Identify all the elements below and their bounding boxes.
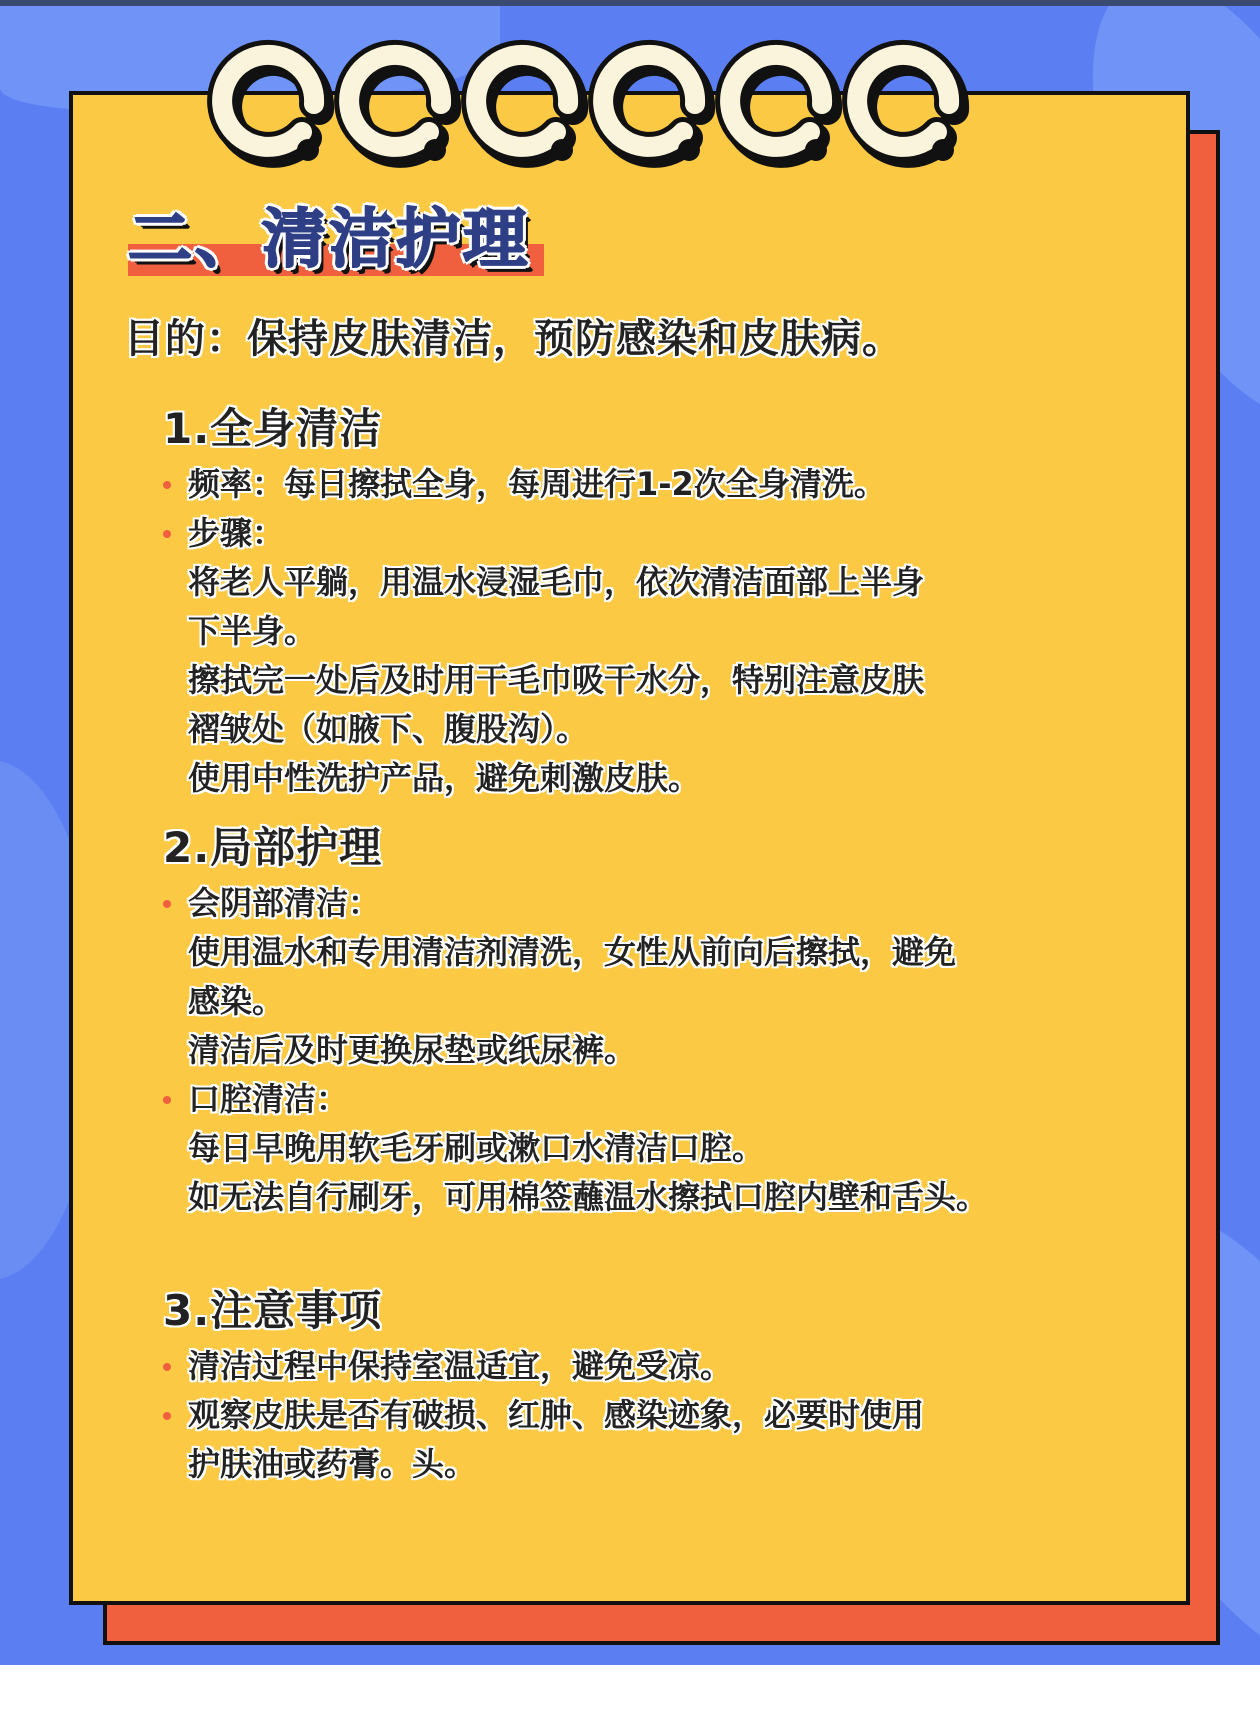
detail-line: 如无法自行刷牙，可用棉签蘸温水擦拭口腔内壁和舌头。 xyxy=(188,1178,989,1216)
section-local-care xyxy=(163,817,1163,1222)
detail-line: 将老人平躺，用温水浸湿毛巾，依次清洁面部上半身 xyxy=(188,563,925,601)
content-sections xyxy=(163,398,1163,1489)
bullet-item xyxy=(163,460,1163,509)
bullet-dot-icon xyxy=(163,530,171,538)
bullet-item xyxy=(163,509,1163,558)
bullet-label: 会阴部清洁： xyxy=(188,884,381,922)
bullet-dot-icon xyxy=(163,900,171,908)
detail-line: 使用中性洗护产品，避免刺激皮肤。 xyxy=(188,759,701,797)
detail-line: 每日早晚用软毛牙刷或漱口水清洁口腔。 xyxy=(188,1129,765,1167)
binder-ring-icon xyxy=(476,55,573,161)
detail-line: 护肤油或药膏。头。 xyxy=(188,1445,477,1483)
bullet-dot-icon xyxy=(163,481,171,489)
detail-line: 下半身。 xyxy=(188,612,317,650)
bullet-label: 口腔清洁： xyxy=(188,1080,349,1118)
page-title: 二、清洁护理 xyxy=(128,203,530,277)
binder-ring-icon xyxy=(857,55,954,161)
bullet-dot-icon xyxy=(163,1096,171,1104)
section-heading: 2.局部护理 xyxy=(163,823,383,872)
bullet-label: 频率：每日擦拭全身，每周进行1-2次全身清洗。 xyxy=(188,465,886,503)
binder-ring-icon xyxy=(730,55,827,161)
detail-line: 感染。 xyxy=(188,982,285,1020)
bullet-item xyxy=(163,1342,1163,1391)
bullet-item xyxy=(163,879,1163,928)
detail-line: 擦拭完一处后及时用干毛巾吸干水分，特别注意皮肤 xyxy=(188,661,925,699)
bullet-dot-icon xyxy=(163,1412,171,1420)
section-precautions xyxy=(163,1280,1163,1489)
bullet-label: 清洁过程中保持室温适宜，避免受凉。 xyxy=(188,1347,733,1385)
bullet-item xyxy=(163,1391,1163,1440)
bullet-label: 步骤： xyxy=(188,514,285,552)
binder-ring-icon xyxy=(349,55,446,161)
bullet-dot-icon xyxy=(163,1363,171,1371)
bullet-item xyxy=(163,1075,1163,1124)
section-heading: 1.全身清洁 xyxy=(163,404,383,453)
section-heading: 3.注意事项 xyxy=(163,1286,383,1335)
detail-line: 使用温水和专用清洁剂清洗，女性从前向后擦拭，避免 xyxy=(188,933,957,971)
detail-line: 清洁后及时更换尿垫或纸尿裤。 xyxy=(188,1031,637,1069)
detail-line: 褶皱处（如腋下、腹股沟）。 xyxy=(188,710,589,748)
binder-ring-icon xyxy=(603,55,700,161)
bullet-label: 观察皮肤是否有破损、红肿、感染迹象，必要时使用 xyxy=(188,1396,925,1434)
binder-rings xyxy=(0,0,1260,200)
title-block xyxy=(128,200,530,280)
section-whole-body-cleaning xyxy=(163,398,1163,803)
purpose-text: 目的：保持皮肤清洁，预防感染和皮肤病。 xyxy=(124,316,903,362)
binder-ring-icon xyxy=(222,55,319,161)
